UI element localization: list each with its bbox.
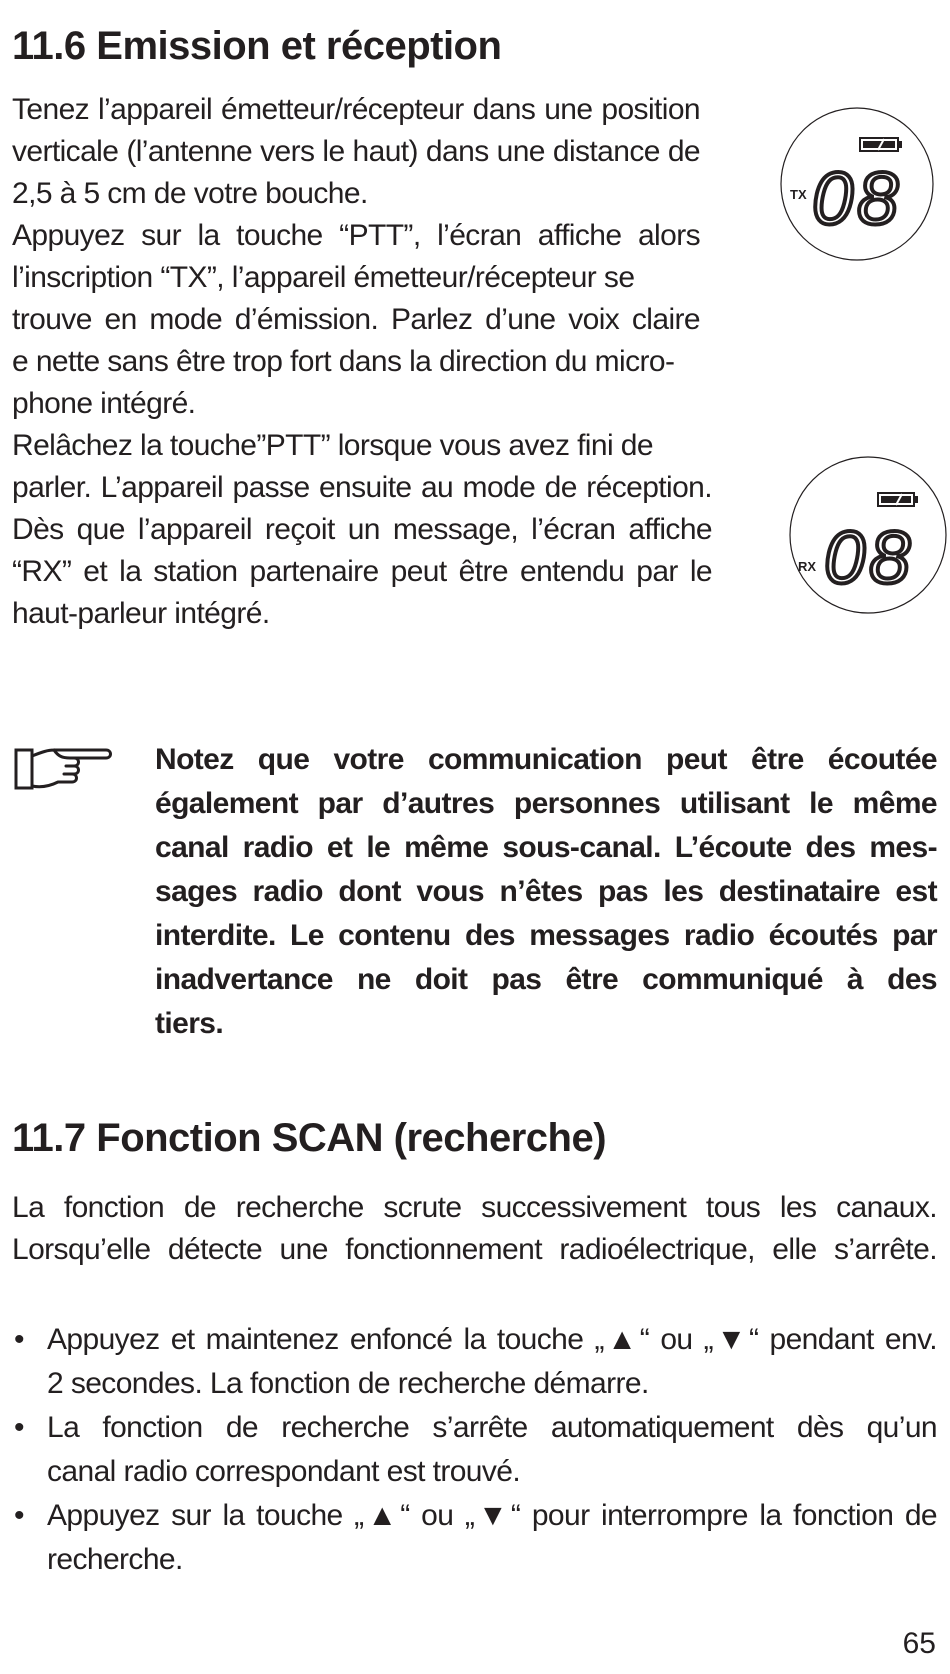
paragraph-line: verticale (l’antenne vers le haut) dans une distance de xyxy=(12,135,700,168)
note-line: inadvertance ne doit pas être communiqué à des xyxy=(155,963,937,996)
bullet-marker: • xyxy=(14,1411,25,1444)
rx-channel-digits: 08 xyxy=(824,516,915,599)
paragraph-line: trouve en mode d’émission. Parlez d’une voix claire xyxy=(12,303,700,336)
bullet-line: 2 secondes. La fonction de recherche démarre. xyxy=(47,1367,649,1400)
section-title-11-7: 11.7 Fonction SCAN (recherche) xyxy=(12,1116,607,1160)
tx-label: TX xyxy=(790,187,807,202)
paragraph-line: Dès que l’appareil reçoit un message, l’écran affiche xyxy=(12,513,712,546)
rx-display-illustration xyxy=(784,455,950,615)
note-line: interdite. Le contenu des messages radio écoutés par xyxy=(155,919,937,952)
paragraph-line: Appuyez sur la touche “PTT”, l’écran affiche alors xyxy=(12,219,700,252)
note-line: Notez que votre communication peut être écoutée xyxy=(155,743,937,776)
paragraph-line: l’inscription “TX”, l’appareil émetteur/récepteur se xyxy=(12,261,635,294)
paragraph-line: parler. L’appareil passe ensuite au mode de réception. xyxy=(12,471,712,504)
tx-channel-digits: 08 xyxy=(812,157,903,240)
rx-label: RX xyxy=(798,559,817,574)
paragraph-line: Tenez l’appareil émetteur/récepteur dans une position xyxy=(12,93,700,126)
bullet-marker: • xyxy=(14,1499,25,1532)
bullet-line: recherche. xyxy=(47,1543,183,1576)
note-line: canal radio et le même sous-canal. L’écoute des mes- xyxy=(155,831,937,864)
bullet-marker: • xyxy=(14,1323,25,1356)
note-line: également par d’autres personnes utilisant le même xyxy=(155,787,937,820)
paragraph-line: “RX” et la station partenaire peut être entendu par le xyxy=(12,555,712,588)
bullet-line: Appuyez et maintenez enfoncé la touche „▲“ ou „▼“ pendant env. xyxy=(47,1323,937,1356)
pointing-hand-icon xyxy=(14,742,114,796)
paragraph-line: La fonction de recherche scrute successivement tous les canaux. xyxy=(12,1191,937,1224)
page-number: 65 xyxy=(902,1627,936,1660)
paragraph-line: haut-parleur intégré. xyxy=(12,597,270,630)
bullet-line: La fonction de recherche s’arrête automatiquement dès qu’un xyxy=(47,1411,937,1444)
tx-display-illustration xyxy=(774,106,940,262)
paragraph-line: 2,5 à 5 cm de votre bouche. xyxy=(12,177,368,210)
bullet-line: Appuyez sur la touche „▲“ ou „▼“ pour interrompre la fonction de xyxy=(47,1499,937,1532)
note-line: tiers. xyxy=(155,1007,224,1040)
paragraph-line: Lorsqu’elle détecte une fonctionnement radioélectrique, elle s’arrête. xyxy=(12,1233,937,1266)
paragraph-line: e nette sans être trop fort dans la direction du micro- xyxy=(12,345,675,378)
note-line: sages radio dont vous n’êtes pas les destinataire est xyxy=(155,875,937,908)
paragraph-line: phone intégré. xyxy=(12,387,196,420)
paragraph-line: Relâchez la touche”PTT” lorsque vous avez fini de xyxy=(12,429,653,462)
bullet-line: canal radio correspondant est trouvé. xyxy=(47,1455,521,1488)
section-title-11-6: 11.6 Emission et réception xyxy=(12,24,502,68)
